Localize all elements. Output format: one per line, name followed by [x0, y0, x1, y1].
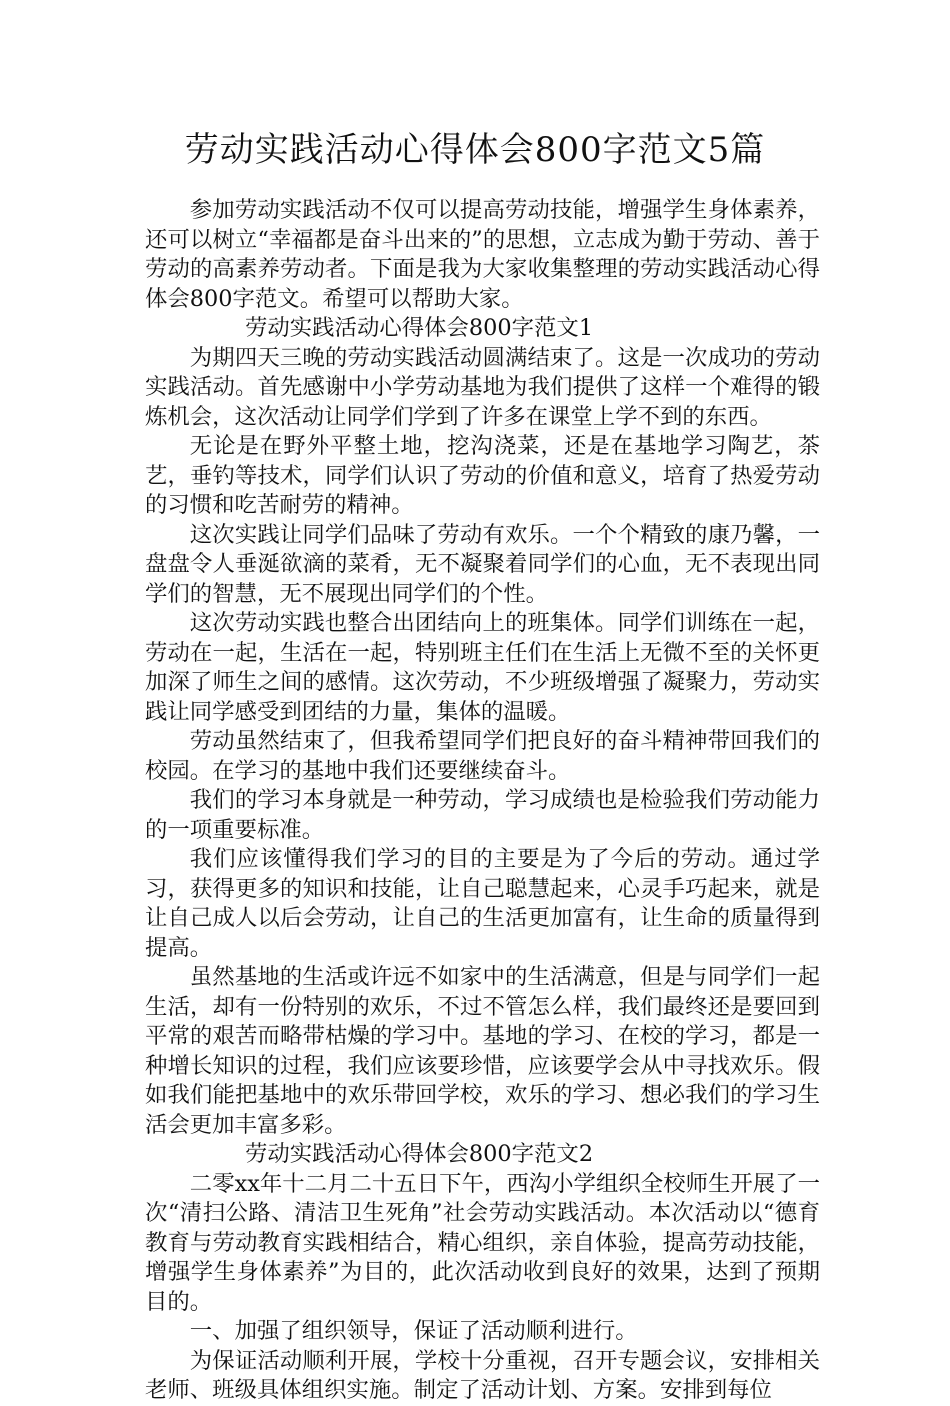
section-1-paragraph: 无论是在野外平整土地，挖沟浇菜，还是在基地学习陶艺，茶艺，垂钓等技术，同学们认识了劳动的价值和意义，培育了热爱劳动的习惯和吃苦耐劳的精神。	[145, 433, 820, 518]
document-body	[145, 196, 820, 1406]
section-2-heading: 劳动实践活动心得体会800字范文2	[245, 1141, 594, 1167]
section-2-paragraph: 二零xx年十二月二十五日下午，西沟小学组织全校师生开展了一次“清扫公路、清洁卫生死角”社会劳动实践活动。本次活动以“德育教育与劳动教育实践相结合，精心组织，亲自体验，提高劳动技能，增强学生身体素养”为目的，此次活动收到良好的效果，达到了预期目的。	[145, 1170, 820, 1315]
section-2-paragraph: 为保证活动顺利开展，学校十分重视，召开专题会议，安排相关老师、班级具体组织实施。制定了活动计划、方案。安排到每位	[145, 1347, 820, 1403]
section-1-paragraph: 我们的学习本身就是一种劳动，学习成绩也是检验我们劳动能力的一项重要标准。	[145, 787, 820, 843]
document-title: 劳动实践活动心得体会800字范文5篇	[184, 130, 766, 170]
section-1-paragraph: 我们应该懂得我们学习的目的主要是为了今后的劳动。通过学习，获得更多的知识和技能，让自己聪慧起来，心灵手巧起来，就是让自己成人以后会劳动，让自己的生活更加富有，让生命的质量得到提高。	[145, 846, 820, 961]
section-1-paragraph: 这次劳动实践也整合出团结向上的班集体。同学们训练在一起，劳动在一起，生活在一起，特别班主任们在生活上无微不至的关怀更加深了师生之间的感情。这次劳动，不少班级增强了凝聚力，劳动实践让同学感受到团结的力量，集体的温暖。	[145, 610, 820, 725]
section-1-heading: 劳动实践活动心得体会800字范文1	[245, 315, 594, 341]
section-1-paragraph: 劳动虽然结束了，但我希望同学们把良好的奋斗精神带回我们的校园。在学习的基地中我们还要继续奋斗。	[145, 728, 820, 784]
section-1-paragraph: 虽然基地的生活或许远不如家中的生活满意，但是与同学们一起生活，却有一份特别的欢乐，不过不管怎么样，我们最终还是要回到平常的艰苦而略带枯燥的学习中。基地的学习、在校的学习，都是一种增长知识的过程，我们应该要珍惜，应该要学会从中寻找欢乐。假如我们能把基地中的欢乐带回学校，欢乐的学习、想必我们的学习生活会更加丰富多彩。	[145, 964, 820, 1138]
section-1-paragraph: 这次实践让同学们品味了劳动有欢乐。一个个精致的康乃馨，一盘盘令人垂涎欲滴的菜肴，无不凝聚着同学们的心血，无不表现出同学们的智慧，无不展现出同学们的个性。	[145, 521, 820, 607]
intro-paragraph: 参加劳动实践活动不仅可以提高劳动技能，增强学生身体素养，还可以树立“幸福都是奋斗出来的”的思想，立志成为勤于劳动、善于劳动的高素养劳动者。下面是我为大家收集整理的劳动实践活动心得体会800字范文。希望可以帮助大家。	[145, 197, 820, 312]
section-1-paragraph: 为期四天三晚的劳动实践活动圆满结束了。这是一次成功的劳动实践活动。首先感谢中小学劳动基地为我们提供了这样一个难得的锻炼机会，这次活动让同学们学到了许多在课堂上学不到的东西。	[145, 344, 820, 430]
section-2-paragraph: 一、加强了组织领导，保证了活动顺利进行。	[189, 1318, 638, 1344]
